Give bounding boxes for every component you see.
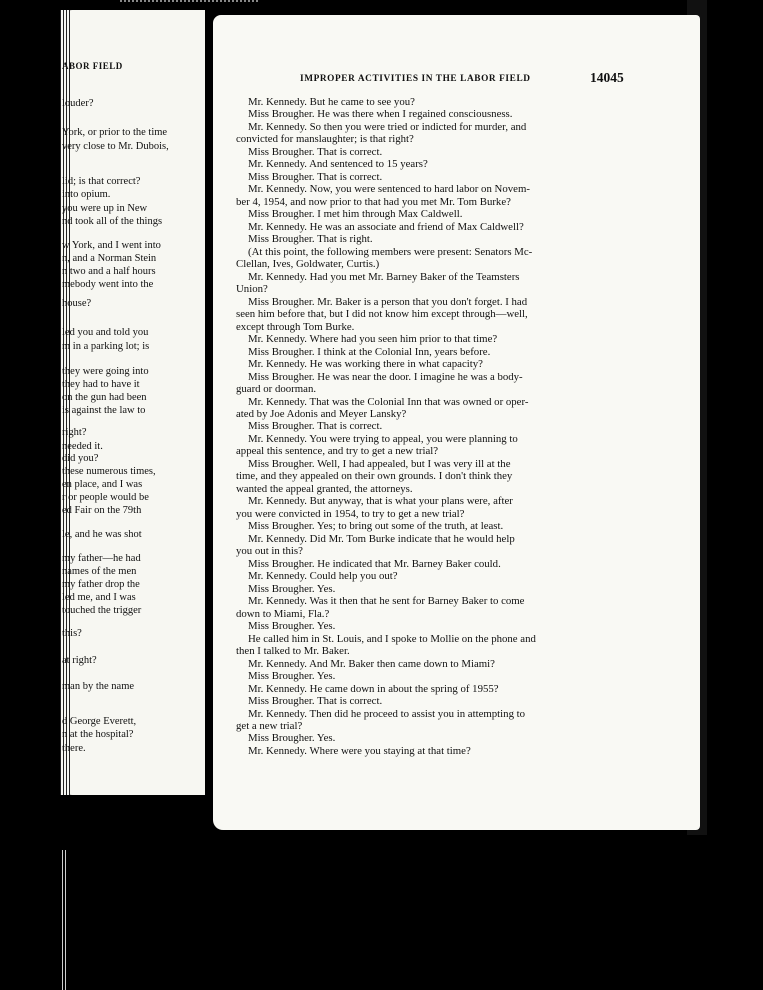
scan-artifact — [120, 0, 260, 2]
text-line: Miss Brougher. He indicated that Mr. Barney Baker could. — [248, 558, 501, 570]
text-line: Mr. Kennedy. But anyway, that is what your plans were, after — [248, 495, 513, 507]
left-text-line: needed it. — [62, 441, 103, 452]
text-line: convicted for manslaughter; is that right? — [236, 133, 414, 145]
text-line: Mr. Kennedy. Where had you seen him prior to that time? — [248, 333, 498, 345]
text-line: Miss Brougher. He was there when I regained consciousness. — [248, 108, 513, 120]
text-line: Miss Brougher. Yes. — [248, 583, 336, 595]
text-line: Miss Brougher. I think at the Colonial Inn, years before. — [248, 346, 491, 358]
text-line: Mr. Kennedy. Had you met Mr. Barney Baker of the Teamsters — [248, 271, 520, 283]
text-line: seen him before that, but I did not know him except through—well, — [236, 308, 528, 320]
text-line: appeal this sentence, and try to get a new trial? — [236, 445, 439, 457]
left-text-line: n two and a half hours — [62, 266, 156, 277]
text-line: Miss Brougher. Mr. Baker is a person that you don't forget. I had — [248, 296, 528, 308]
left-text-line: m in a parking lot; is — [62, 341, 150, 352]
text-line: except through Tom Burke. — [236, 321, 355, 333]
left-text-line: these numerous times, — [62, 466, 156, 477]
text-line: Miss Brougher. That is correct. — [248, 171, 383, 183]
text-line: time, and they appealed on their own grounds. I don't think they — [236, 470, 513, 482]
text-line: Clellan, Ives, Goldwater, Curtis.) — [236, 258, 380, 270]
text-line: Miss Brougher. Well, I had appealed, but I was very ill at the — [248, 458, 511, 470]
text-line: Mr. Kennedy. So then you were tried or indicted for murder, and — [248, 121, 527, 133]
text-line: Mr. Kennedy. He was working there in what capacity? — [248, 358, 483, 370]
text-line: Miss Brougher. Yes. — [248, 620, 336, 632]
binding-edge — [62, 850, 67, 990]
left-text-line: did you? — [62, 453, 99, 464]
text-line: Mr. Kennedy. He was an associate and friend of Max Caldwell? — [248, 221, 524, 233]
text-line: Mr. Kennedy. Could help you out? — [248, 570, 398, 582]
left-text-line: right? — [62, 427, 87, 438]
left-text-line: louder? — [62, 98, 94, 109]
text-line: you were convicted in 1954, to try to get a new trial? — [236, 508, 465, 520]
text-line: Miss Brougher. He was near the door. I imagine he was a body- — [248, 371, 523, 383]
page-number: 14045 — [590, 70, 624, 85]
left-text-line: you were up in New — [62, 203, 148, 214]
left-text-line: ed Fair on the 79th — [62, 505, 142, 516]
left-running-header: ABOR FIELD — [62, 61, 123, 71]
left-text-line: they were going into — [62, 366, 149, 377]
left-text-line: names of the men — [62, 566, 137, 577]
left-text-line: w York, and I went into — [62, 240, 161, 251]
left-text-line: lid; is that correct? — [62, 176, 141, 187]
text-line: (At this point, the following members were present: Senators Mc- — [248, 246, 533, 258]
text-line: ber 4, 1954, and now prior to that had you met Mr. Tom Burke? — [236, 196, 511, 208]
left-text-line: nd took all of the things — [62, 216, 163, 227]
text-line: Miss Brougher. That is right. — [248, 233, 373, 245]
text-line: get a new trial? — [236, 720, 303, 732]
text-line: you out in this? — [236, 545, 303, 557]
text-line: He called him in St. Louis, and I spoke to Mollie on the phone and — [248, 633, 536, 645]
text-line: Miss Brougher. I met him through Max Caldwell. — [248, 208, 463, 220]
text-line: guard or doorman. — [236, 383, 317, 395]
left-text-line: house? — [62, 298, 92, 309]
text-line: Miss Brougher. Yes. — [248, 670, 336, 682]
left-text-line: is against the law to — [62, 405, 146, 416]
left-text-line: mebody went into the — [62, 279, 154, 290]
text-line: Mr. Kennedy. Then did he proceed to assist you in attempting to — [248, 708, 526, 720]
text-line: Mr. Kennedy. And sentenced to 15 years? — [248, 158, 428, 170]
text-line: Mr. Kennedy. He came down in about the spring of 1955? — [248, 683, 499, 695]
text-line: Union? — [236, 283, 268, 295]
left-text-line: man by the name — [62, 681, 135, 692]
left-text-line: there. — [62, 743, 86, 754]
left-text-line: led you and told you — [62, 327, 149, 338]
text-line: then I talked to Mr. Baker. — [236, 645, 350, 657]
left-text-line: touched the trigger — [62, 605, 142, 616]
left-text-line: they had to have it — [62, 379, 140, 390]
text-line: Mr. Kennedy. Where were you staying at that time? — [248, 745, 471, 757]
left-text-line: n at the hospital? — [62, 729, 134, 740]
text-line: Mr. Kennedy. That was the Colonial Inn that was owned or oper- — [248, 396, 529, 408]
left-text-line: my father—he had — [62, 553, 141, 564]
left-text-line: en place, and I was — [62, 479, 143, 490]
left-text-line: led me, and I was — [62, 592, 136, 603]
left-text-line: d George Everett, — [62, 716, 137, 727]
text-line: Mr. Kennedy. Did Mr. Tom Burke indicate that he would help — [248, 533, 515, 545]
left-text-line: on the gun had been — [62, 392, 147, 403]
left-text-line: this? — [62, 628, 82, 639]
left-text-line: le, and he was shot — [62, 529, 142, 540]
running-header: IMPROPER ACTIVITIES IN THE LABOR FIELD — [300, 74, 531, 84]
text-line: Miss Brougher. That is correct. — [248, 146, 383, 158]
left-text-line: n, and a Norman Stein — [62, 253, 157, 264]
text-line: Miss Brougher. That is correct. — [248, 695, 383, 707]
left-text-line: r or people would be — [62, 492, 149, 503]
text-line: Mr. Kennedy. Was it then that he sent for Barney Baker to come — [248, 595, 525, 607]
left-text-line: into opium. — [62, 189, 111, 200]
text-line: wanted the appeal granted, the attorneys. — [236, 483, 413, 495]
left-text-line: York, or prior to the time — [62, 127, 168, 138]
text-line: Miss Brougher. Yes; to bring out some of the truth, at least. — [248, 520, 504, 532]
text-line: Mr. Kennedy. And Mr. Baker then came down to Miami? — [248, 658, 495, 670]
text-line: ated by Joe Adonis and Meyer Lansky? — [236, 408, 407, 420]
text-line: Mr. Kennedy. Now, you were sentenced to hard labor on Novem- — [248, 183, 530, 195]
text-line: Miss Brougher. Yes. — [248, 732, 336, 744]
left-text-line: very close to Mr. Dubois, — [62, 141, 169, 152]
text-line: Mr. Kennedy. You were trying to appeal, you were planning to — [248, 433, 518, 445]
text-line: Miss Brougher. That is correct. — [248, 420, 383, 432]
text-line: down to Miami, Fla.? — [236, 608, 330, 620]
text-line: Mr. Kennedy. But he came to see you? — [248, 96, 415, 108]
left-text-line: my father drop the — [62, 579, 140, 590]
left-text-line: at right? — [62, 655, 97, 666]
